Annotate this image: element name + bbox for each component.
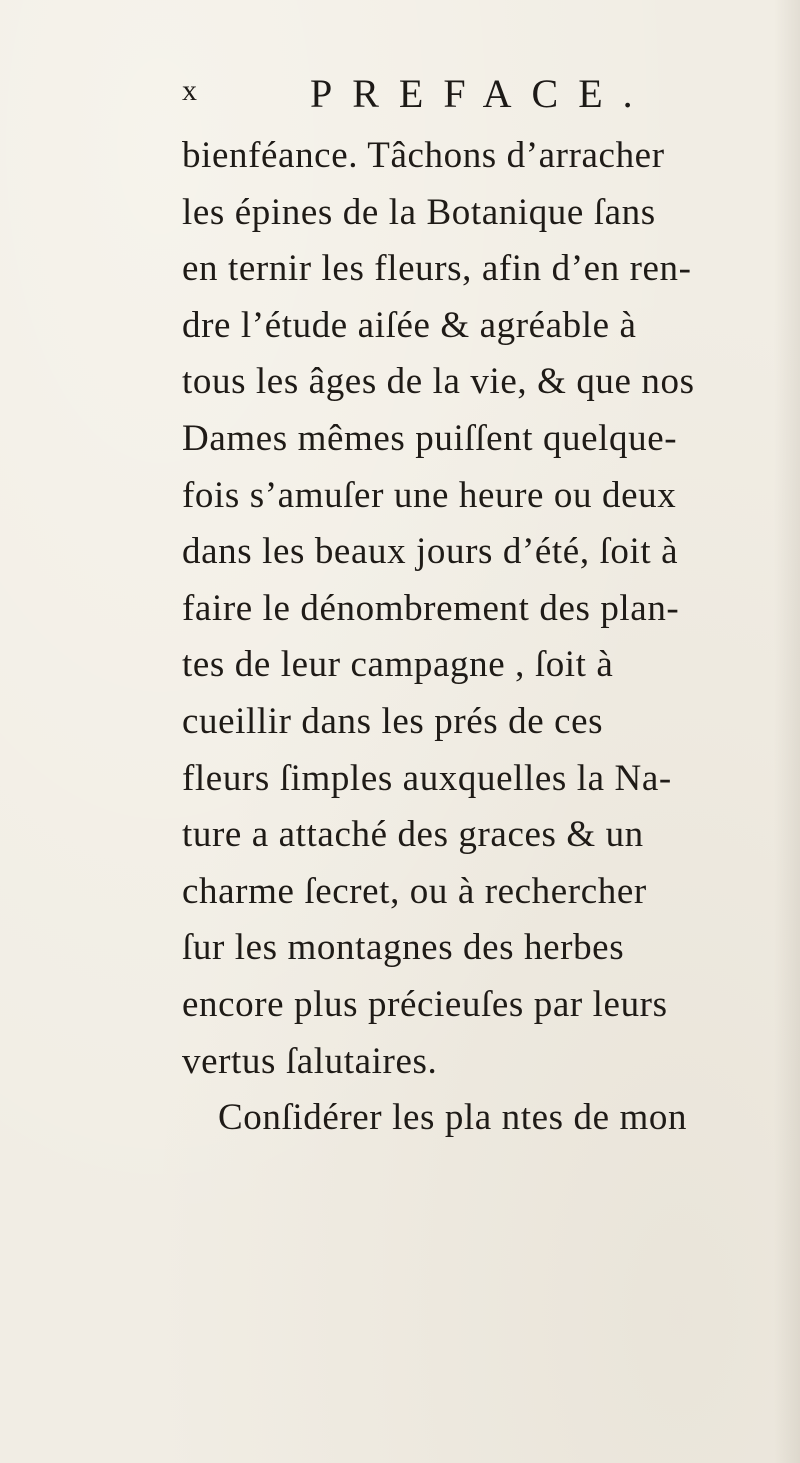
- text-line: ture a attaché des graces & un: [182, 814, 644, 856]
- text-line: fois s’amuſer une heure ou deux: [182, 474, 677, 516]
- page-number: x: [182, 74, 198, 107]
- text-line: tous les âges de la vie, & que nos: [182, 361, 695, 403]
- text-line: encore plus précieuſes par leurs: [182, 983, 668, 1025]
- page-header: [182, 70, 722, 120]
- text-line: bienféance. Tâchons d’arracher: [182, 135, 665, 176]
- text-line: tes de leur campagne , ſoit à: [182, 644, 614, 686]
- paragraph-start-line: Conſidérer les pla ntes de mon: [218, 1097, 688, 1139]
- text-line: en ternir les fleurs, afin d’en ren-: [182, 248, 692, 290]
- text-line: faire le dénombrement des plan-: [182, 587, 680, 629]
- text-line: les épines de la Botanique ſans: [182, 191, 656, 233]
- body-text: [182, 128, 800, 1147]
- running-title: PREFACE.: [310, 71, 653, 116]
- text-line: charme ſecret, ou à rechercher: [182, 870, 647, 912]
- text-line: dre l’étude aiſée & agréable à: [182, 304, 637, 346]
- text-line: dans les beaux jours d’été, ſoit à: [182, 531, 679, 573]
- text-line: fleurs ſimples auxquelles la Na-: [182, 757, 672, 799]
- text-line: vertus ſalutaires.: [182, 1040, 438, 1082]
- text-line: Dames mêmes puiſſent quelque-: [182, 417, 678, 459]
- text-line: ſur les montagnes des herbes: [182, 927, 625, 969]
- text-line: cueillir dans les prés de ces: [182, 700, 604, 742]
